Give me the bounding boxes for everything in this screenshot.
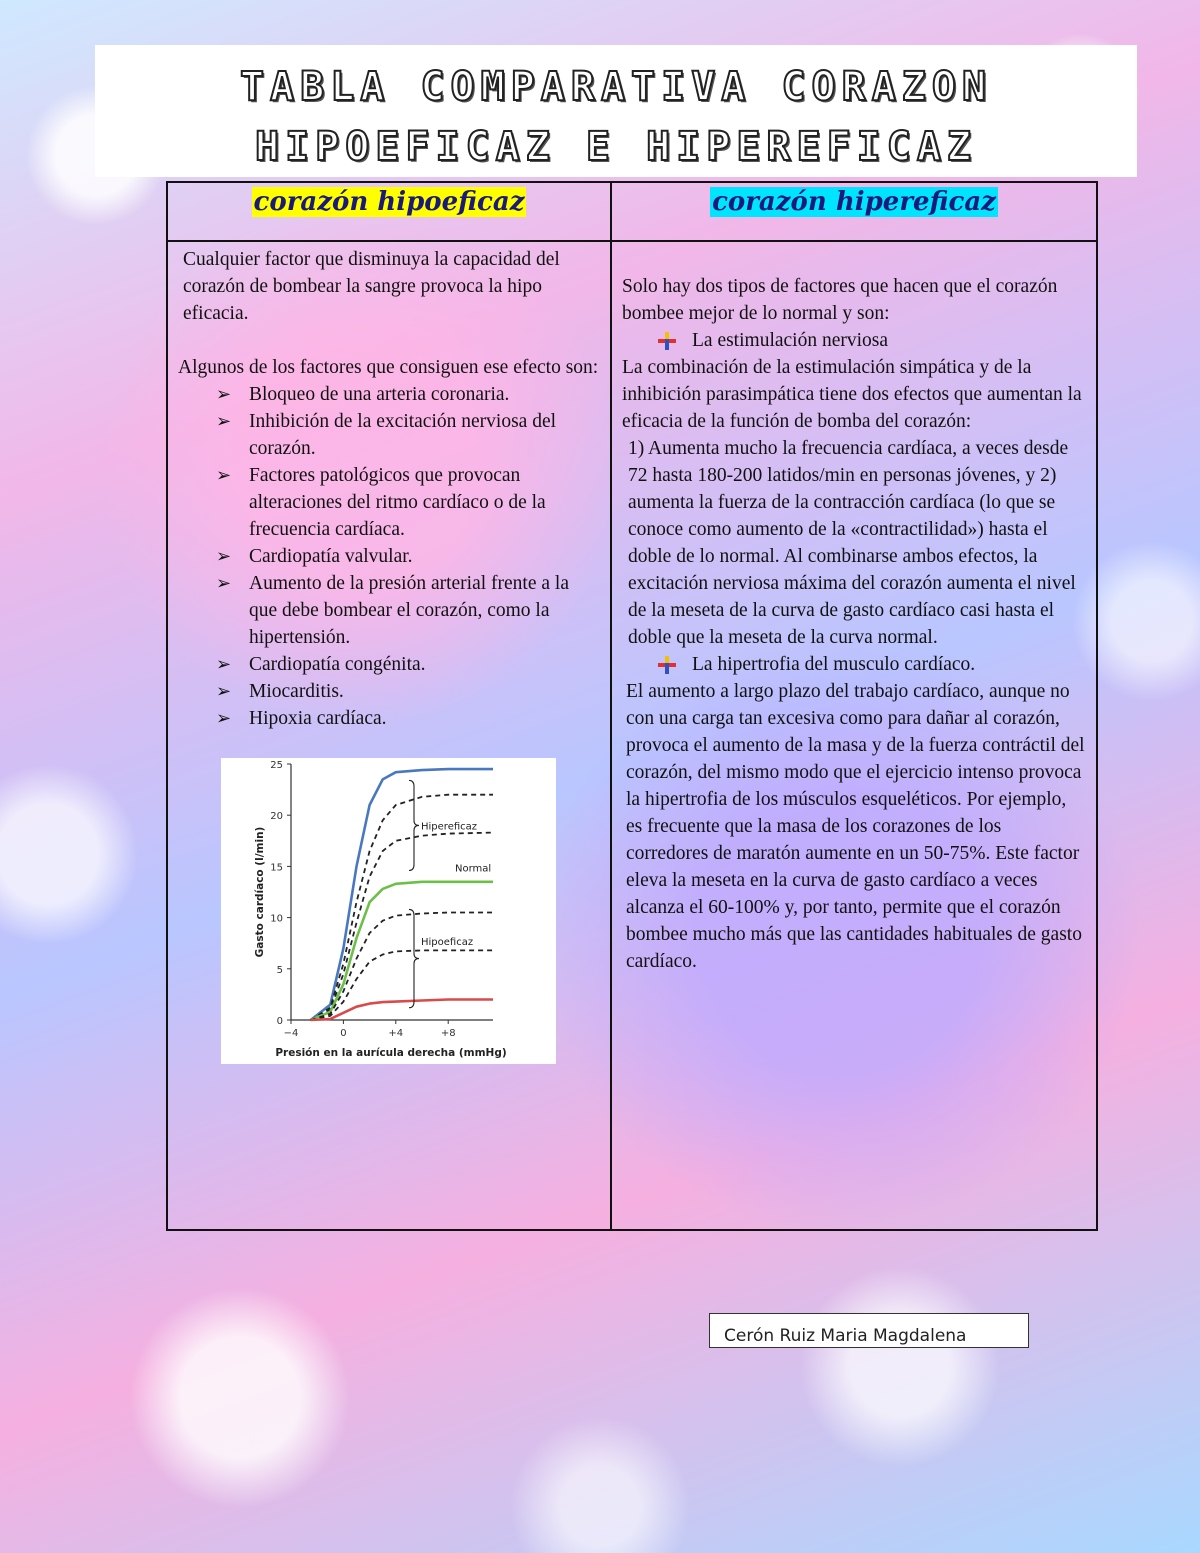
arrow-bullet-icon: ➢ [216, 465, 232, 486]
header-hypereffective: corazón hipereficaz [712, 187, 996, 217]
x-tick-label: +4 [388, 1028, 404, 1039]
author-signature: Cerón Ruiz Maria Magdalena [709, 1313, 1029, 1348]
y-tick-label: 15 [270, 862, 283, 874]
list-item: ➢ Factores patológicos que provocan alteraciones del ritmo cardíaco o de la frecuencia cardíaca. [216, 462, 600, 543]
hyper-item-2-text: El aumento a largo plazo del trabajo cardíaco, aunque no con una carga tan excesiva como para dañar al corazón, provoca el aumento de la masa y de la fuerza contráctil del corazón, del mismo modo que el ejercicio intenso provoca la hipertrofia de los músculos esqueléticos. Por ejemplo, es frecuente que la masa de los corazones de los corredores de maratón aumente en un 50-75%. Este factor eleva la meseta en la curva de gasto cardíaco a veces alcanza el 60-100% y, por tanto, permite que el corazón bombee mucho más que las cantidades habituales de gasto cardíaco. [626, 681, 1085, 972]
y-tick-label: 25 [270, 760, 283, 771]
title-box [95, 45, 1137, 177]
series-line-5 [311, 950, 493, 1020]
y-tick-label: 10 [270, 913, 283, 925]
list-item: ➢ Inhibición de la excitación nerviosa del corazón. [216, 408, 600, 462]
arrow-bullet-icon: ➢ [216, 708, 232, 729]
list-item: ➢ Cardiopatía valvular. [216, 543, 600, 570]
list-item: ➢ Hipoxia cardíaca. [216, 705, 600, 732]
header-hypoeffective: corazón hipoeficaz [253, 187, 525, 217]
comparison-table [166, 181, 1098, 1231]
arrow-bullet-icon: ➢ [216, 681, 232, 702]
x-axis-label: Presión en la aurícula derecha (mmHg) [275, 1047, 507, 1059]
annotation-hipoeficaz: Hipoeficaz [421, 937, 474, 949]
series-line-2 [311, 833, 493, 1020]
arrow-bullet-icon: ➢ [216, 654, 232, 675]
hyper-item-2-title: La hipertrofia del musculo cardíaco. [622, 651, 1086, 678]
hypoeffective-content [167, 241, 611, 1230]
y-axis-label: Gasto cardíaco (l/min) [254, 826, 266, 958]
hypo-factors-intro: Algunos de los factores que consiguen ese efecto son: [178, 357, 599, 378]
cardiac-output-chart-svg [221, 758, 556, 1064]
hypo-factors-list [178, 381, 600, 732]
hyper-intro: Solo hay dos tipos de factores que hacen que el corazón bombee mejor de lo normal y son: [622, 276, 1058, 324]
page-title-line-2: HIPOEFICAZ E HIPEREFICAZ [255, 124, 977, 170]
list-item: ➢ Bloqueo de una arteria coronaria. [216, 381, 600, 408]
hypo-intro: Cualquier factor que disminuya la capacidad del corazón de bombear la sangre provoca la hipo eficacia. [183, 249, 560, 324]
list-item: ➢ Cardiopatía congénita. [216, 651, 600, 678]
y-tick-label: 0 [276, 1016, 283, 1027]
hypereffective-content [611, 241, 1097, 1230]
arrow-bullet-icon: ➢ [216, 411, 232, 432]
arrow-bullet-icon: ➢ [216, 573, 232, 594]
x-tick-label: +8 [440, 1028, 456, 1039]
cardiac-output-chart [221, 758, 556, 1064]
arrow-bullet-icon: ➢ [216, 546, 232, 567]
hipoeficaz-brace [409, 909, 419, 1007]
annotation-normal: Normal [455, 863, 492, 875]
y-tick-label: 5 [276, 964, 283, 976]
list-item: ➢ Aumento de la presión arterial frente a la que debe bombear el corazón, como la hipertensión. [216, 570, 600, 651]
header-cell-hypereffective [611, 182, 1097, 241]
y-tick-label: 20 [270, 811, 283, 823]
page-title-line-1: TABLA COMPARATIVA CORAZON [239, 64, 993, 110]
annotation-hipereficaz: Hipereficaz [421, 821, 478, 833]
hyper-item-1-title: La estimulación nerviosa [622, 327, 1086, 354]
hyper-item-1-effects: 1) Aumenta mucho la frecuencia cardíaca, a veces desde 72 hasta 180-200 latidos/min en personas jóvenes, y 2) aumenta la fuerza de la contracción cardíaca (lo que se conoce como aumento de la «contractilidad») hasta el doble de lo normal. Al combinarse ambos efectos, la excitación nerviosa máxima del corazón aumenta el nivel de la meseta de la curva de gasto cardíaco casi hasta el doble que la meseta de la curva normal. [628, 438, 1076, 648]
hipereficaz-brace [409, 780, 419, 870]
hyper-item-1-text: La combinación de la estimulación simpática y de la inhibición parasimpática tiene dos efectos que aumentan la eficacia de la función de bomba del corazón: [622, 357, 1082, 432]
list-item: ➢ Miocarditis. [216, 678, 600, 705]
colored-cross-icon [658, 332, 676, 350]
x-tick-label: −4 [283, 1028, 299, 1039]
header-cell-hypoeffective [167, 182, 611, 241]
series-line-6 [311, 1000, 493, 1021]
colored-cross-icon [658, 656, 676, 674]
arrow-bullet-icon: ➢ [216, 384, 232, 405]
x-tick-label: 0 [340, 1028, 347, 1039]
